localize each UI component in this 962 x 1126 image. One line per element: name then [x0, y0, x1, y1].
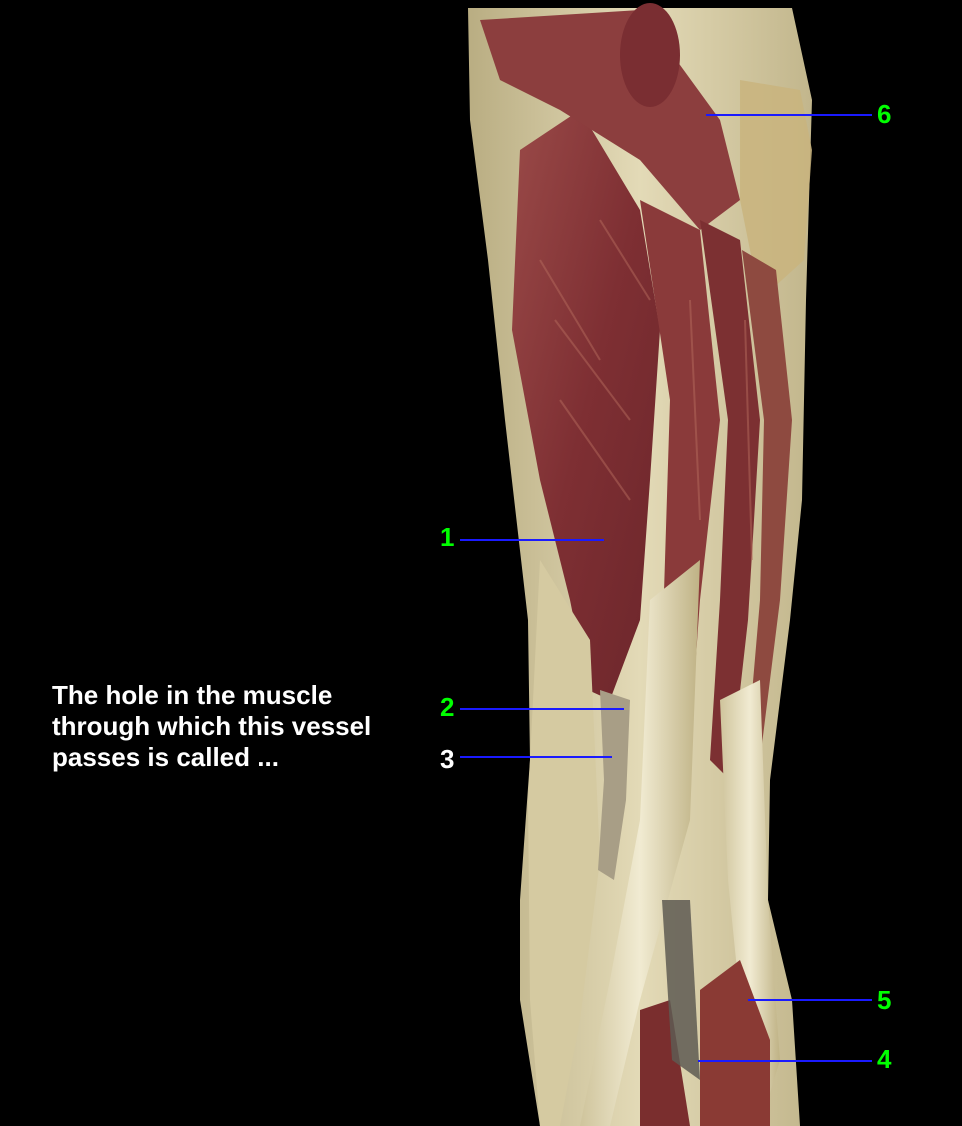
label-4: 4: [877, 1044, 892, 1074]
upper-muscle-knob: [620, 3, 680, 107]
label-5: 5: [877, 985, 892, 1015]
question-line: The hole in the muscle: [52, 680, 333, 710]
question-text: [52, 680, 432, 773]
label-6: 6: [877, 99, 892, 129]
label-2: 2: [440, 692, 455, 722]
label-1: 1: [440, 522, 455, 552]
question-line: through which this vessel: [52, 711, 372, 741]
label-3: 3: [440, 744, 455, 774]
question-line: passes is called ...: [52, 742, 279, 772]
